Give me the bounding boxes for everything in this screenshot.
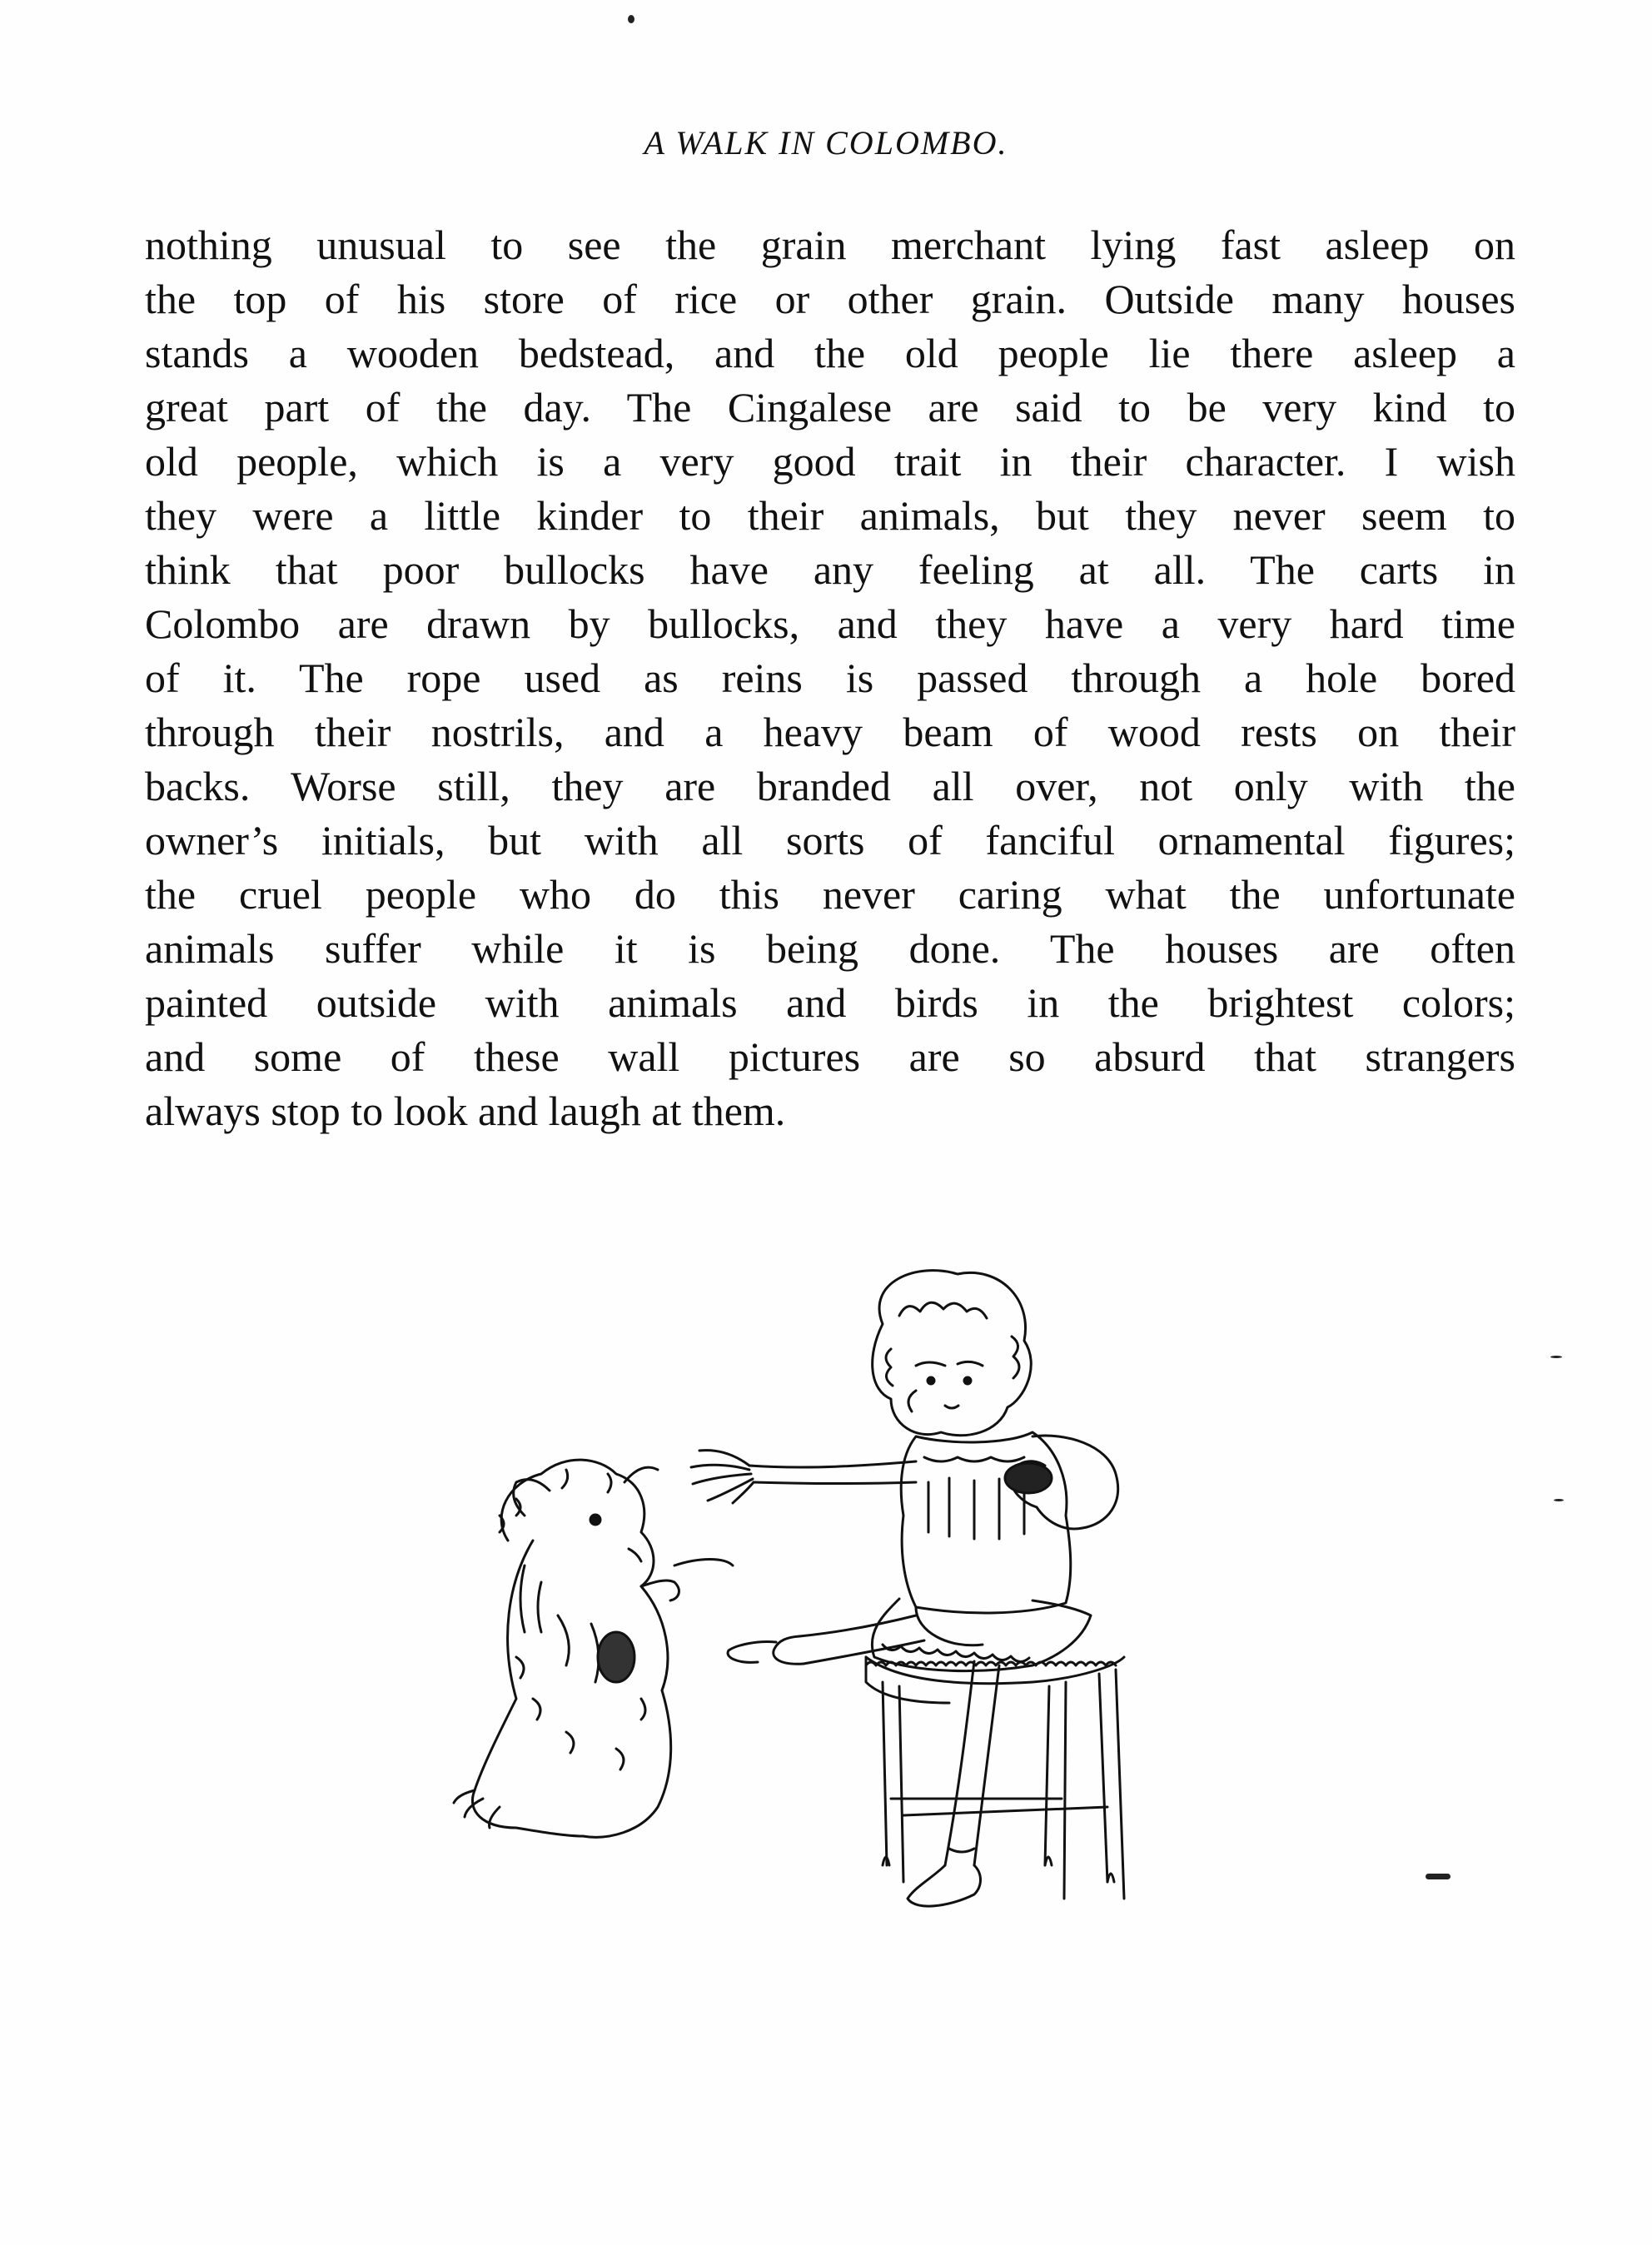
text-line: through their nostrils, and a heavy beam of wood rests on their (145, 709, 1515, 755)
child-arm-left (691, 1451, 916, 1503)
text-line: the top of his store of rice or other grain. Outside many houses (145, 276, 1515, 322)
text-line: painted outside with animals and birds in the brightest colors; (145, 979, 1515, 1026)
text-line: the cruel people who do this never caring what the unfortunate (145, 871, 1515, 918)
text-line: Colombo are drawn by bullocks, and they have a very hard time (145, 600, 1515, 647)
text-line: nothing unusual to see the grain merchant lying fast asleep on (145, 222, 1515, 268)
child-head (873, 1271, 1032, 1436)
text-line: owner’s initials, but with all sorts of fanciful ornamental figures; (145, 817, 1515, 864)
text-line: old people, which is a very good trait in their character. I wish (145, 438, 1515, 485)
child-and-dog-illustration (450, 1266, 1249, 1982)
text-line: think that poor bullocks have any feeling at all. The carts in (145, 546, 1515, 593)
text-line: of it. The rope used as reins is passed through a hole bored (145, 655, 1515, 701)
text-line: they were a little kinder to their animals, but they never seem to (145, 492, 1515, 539)
body-paragraph (145, 218, 1515, 1138)
child-dress (872, 1432, 1091, 1671)
print-speck (1550, 1356, 1562, 1358)
text-line: and some of these wall pictures are so absurd that strangers (145, 1033, 1515, 1080)
child-arm-right (1005, 1436, 1118, 1529)
child-leg-down (908, 1661, 999, 1906)
print-speck (1554, 1499, 1564, 1501)
child-leg (728, 1615, 924, 1664)
text-line: animals suffer while it is being done. The houses are often (145, 925, 1515, 972)
text-line: backs. Worse still, they are branded all over, not only with the (145, 763, 1515, 809)
text-line: stands a wooden bedstead, and the old people lie there asleep a (145, 330, 1515, 376)
text-line: great part of the day. The Cingalese are said to be very kind to (145, 384, 1515, 431)
dog (454, 1460, 733, 1837)
print-speck (1426, 1874, 1450, 1879)
text-line: always stop to look and laugh at them. (145, 1088, 786, 1134)
running-head: A WALK IN COLOMBO. (644, 124, 1008, 162)
print-speck (628, 15, 634, 23)
